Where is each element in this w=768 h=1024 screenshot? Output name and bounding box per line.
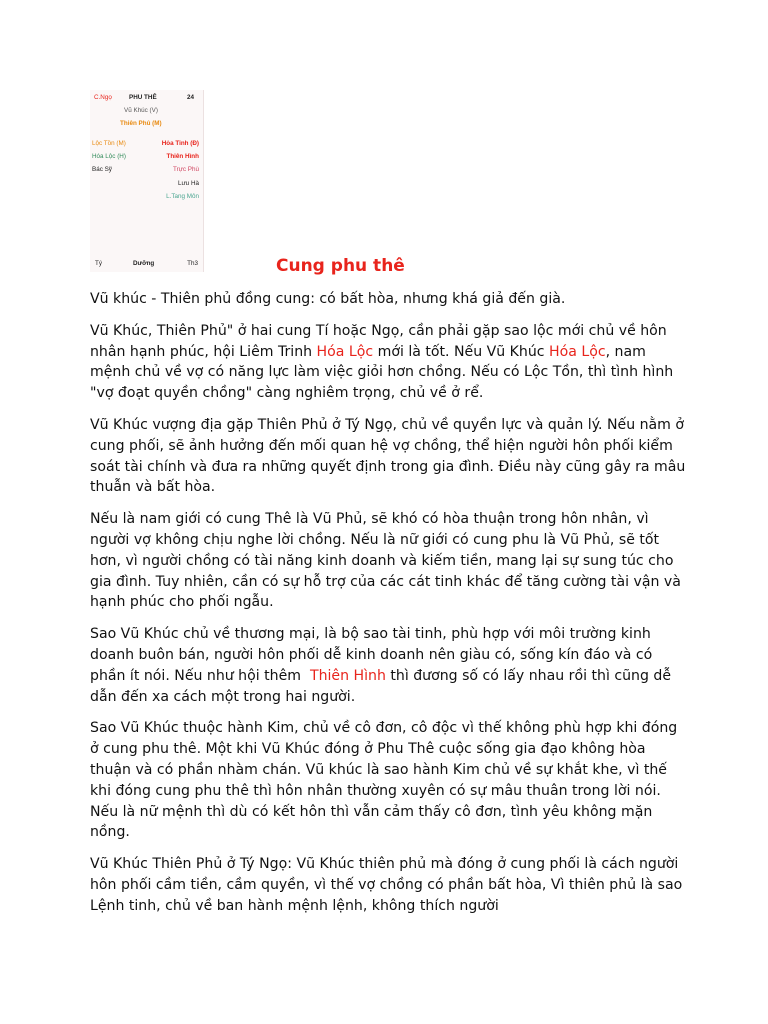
palace-branch: C.Ngọ	[94, 94, 112, 101]
paragraph-6: Sao Vũ Khúc thuộc hành Kim, chủ về cô đơn, cô độc vì thế không phù hợp khi đóng ở cung phu thê. Một khi Vũ Khúc đóng ở Phu Thê cuộc sống gia đạo không hòa thuận và có phần nhàm chán. Vũ khúc là sao hành Kim chủ về sự khắt khe, vì thế khi đóng cung phu thê thì hôn nhân thường xuyên có sự mâu thuân trong lời nói. Nếu là nữ mệnh thì dù có kết hôn thì vẫn cảm thấy cô đơn, tình yêu không mặn nồng.	[90, 720, 678, 841]
paragraph-7: Vũ Khúc Thiên Phủ ở Tý Ngọ: Vũ Khúc thiên phủ mà đóng ở cung phối là cách người hôn phối cầm tiền, cầm quyền, vì thế vợ chồng có phần bất hòa, Vì thiên phủ là sao Lệnh tinh, chủ về ban hành mệnh lệnh, không thích người	[90, 856, 683, 914]
chart-bottom-right: Th3	[187, 260, 198, 267]
right-star-3: Trực Phù	[172, 166, 199, 173]
main-star-2: Thiên Phủ (M)	[120, 120, 162, 127]
highlight-hoa-loc-2: Hóa Lộc	[549, 343, 606, 360]
paragraph-5-text-b: thì đương số có lấy nhau rồi thì cũng dễ dẫn đến xa cách một trong hai người.	[90, 667, 671, 705]
left-star-2: Hóa Lộc (H)	[92, 153, 126, 160]
paragraph-5	[90, 624, 690, 707]
chart-bottom-left: Tý	[95, 260, 102, 267]
paragraph-2	[90, 321, 690, 404]
paragraph-2-text-c: , nam mệnh chủ về vợ có năng lực làm việc giỏi hơn chồng. Nếu có Lộc Tồn, thì tình hình "vợ đoạt quyền chồng" càng nghiêm trọng, chủ về ở rể.	[90, 343, 674, 402]
right-star-5: L.Tang Môn	[166, 193, 199, 200]
paragraph-4: Nếu là nam giới có cung Thê là Vũ Phủ, sẽ khó có hòa thuận trong hôn nhân, vì người vợ không chịu nghe lời chồng. Nếu là nữ giới có cung phu là Vũ Phủ, sẽ tốt hơn, vì người chồng có tài năng kinh doanh và kiếm tiền, mang lại sự sung túc cho gia đình. Tuy nhiên, cần có sự hỗ trợ của các cát tinh khác để tăng cường tài vận và hạnh phúc cho phối ngẫu.	[90, 511, 681, 611]
paragraph-2-text-a: Vũ Khúc, Thiên Phủ" ở hai cung Tí hoặc Ngọ, cần phải gặp sao lộc mới chủ về hôn nhân hạnh phúc, hội Liêm Trinh	[90, 322, 667, 360]
paragraph-2-text-b: mới là tốt. Nếu Vũ Khúc	[373, 343, 550, 360]
page-title: Cung phu thê	[276, 256, 405, 276]
paragraph-1: Vũ khúc - Thiên phủ đồng cung: có bất hòa, nhưng khá giả đến già.	[90, 291, 566, 307]
palace-name: PHU THÊ	[129, 94, 157, 101]
right-star-2: Thiên Hình	[166, 153, 199, 160]
article-body	[90, 289, 690, 928]
palace-chart-image	[90, 90, 204, 272]
paragraph-5-text-a: Sao Vũ Khúc chủ về thương mại, là bộ sao tài tinh, phù hợp với môi trường kinh doanh buôn bán, người hôn phối dễ kinh doanh nên giàu có, sống kín đáo và có phần ít nói. Nếu như hội thêm	[90, 626, 657, 684]
right-star-1: Hỏa Tinh (Đ)	[161, 140, 199, 147]
right-star-4: Lưu Hà	[177, 180, 199, 187]
paragraph-3: Vũ Khúc vượng địa gặp Thiên Phủ ở Tý Ngọ, chủ về quyền lực và quản lý. Nếu nằm ở cung phối, sẽ ảnh hưởng đến mối quan hệ vợ chồng, thể hiện người hôn phối kiểm soát tài chính và đưa ra những quyết định trong gia đình. Điều này cũng gây ra mâu thuẫn và bất hòa.	[90, 416, 686, 496]
highlight-hoa-loc-1: Hóa Lộc	[316, 343, 374, 360]
chart-bottom-center: Dưỡng	[133, 260, 155, 267]
palace-number: 24	[187, 94, 195, 101]
main-star-1: Vũ Khúc (V)	[124, 107, 158, 114]
highlight-thien-hinh: Thiên Hình	[309, 667, 386, 684]
left-star-1: Lộc Tồn (M)	[92, 140, 126, 147]
left-star-3: Bác Sỹ	[92, 166, 112, 173]
